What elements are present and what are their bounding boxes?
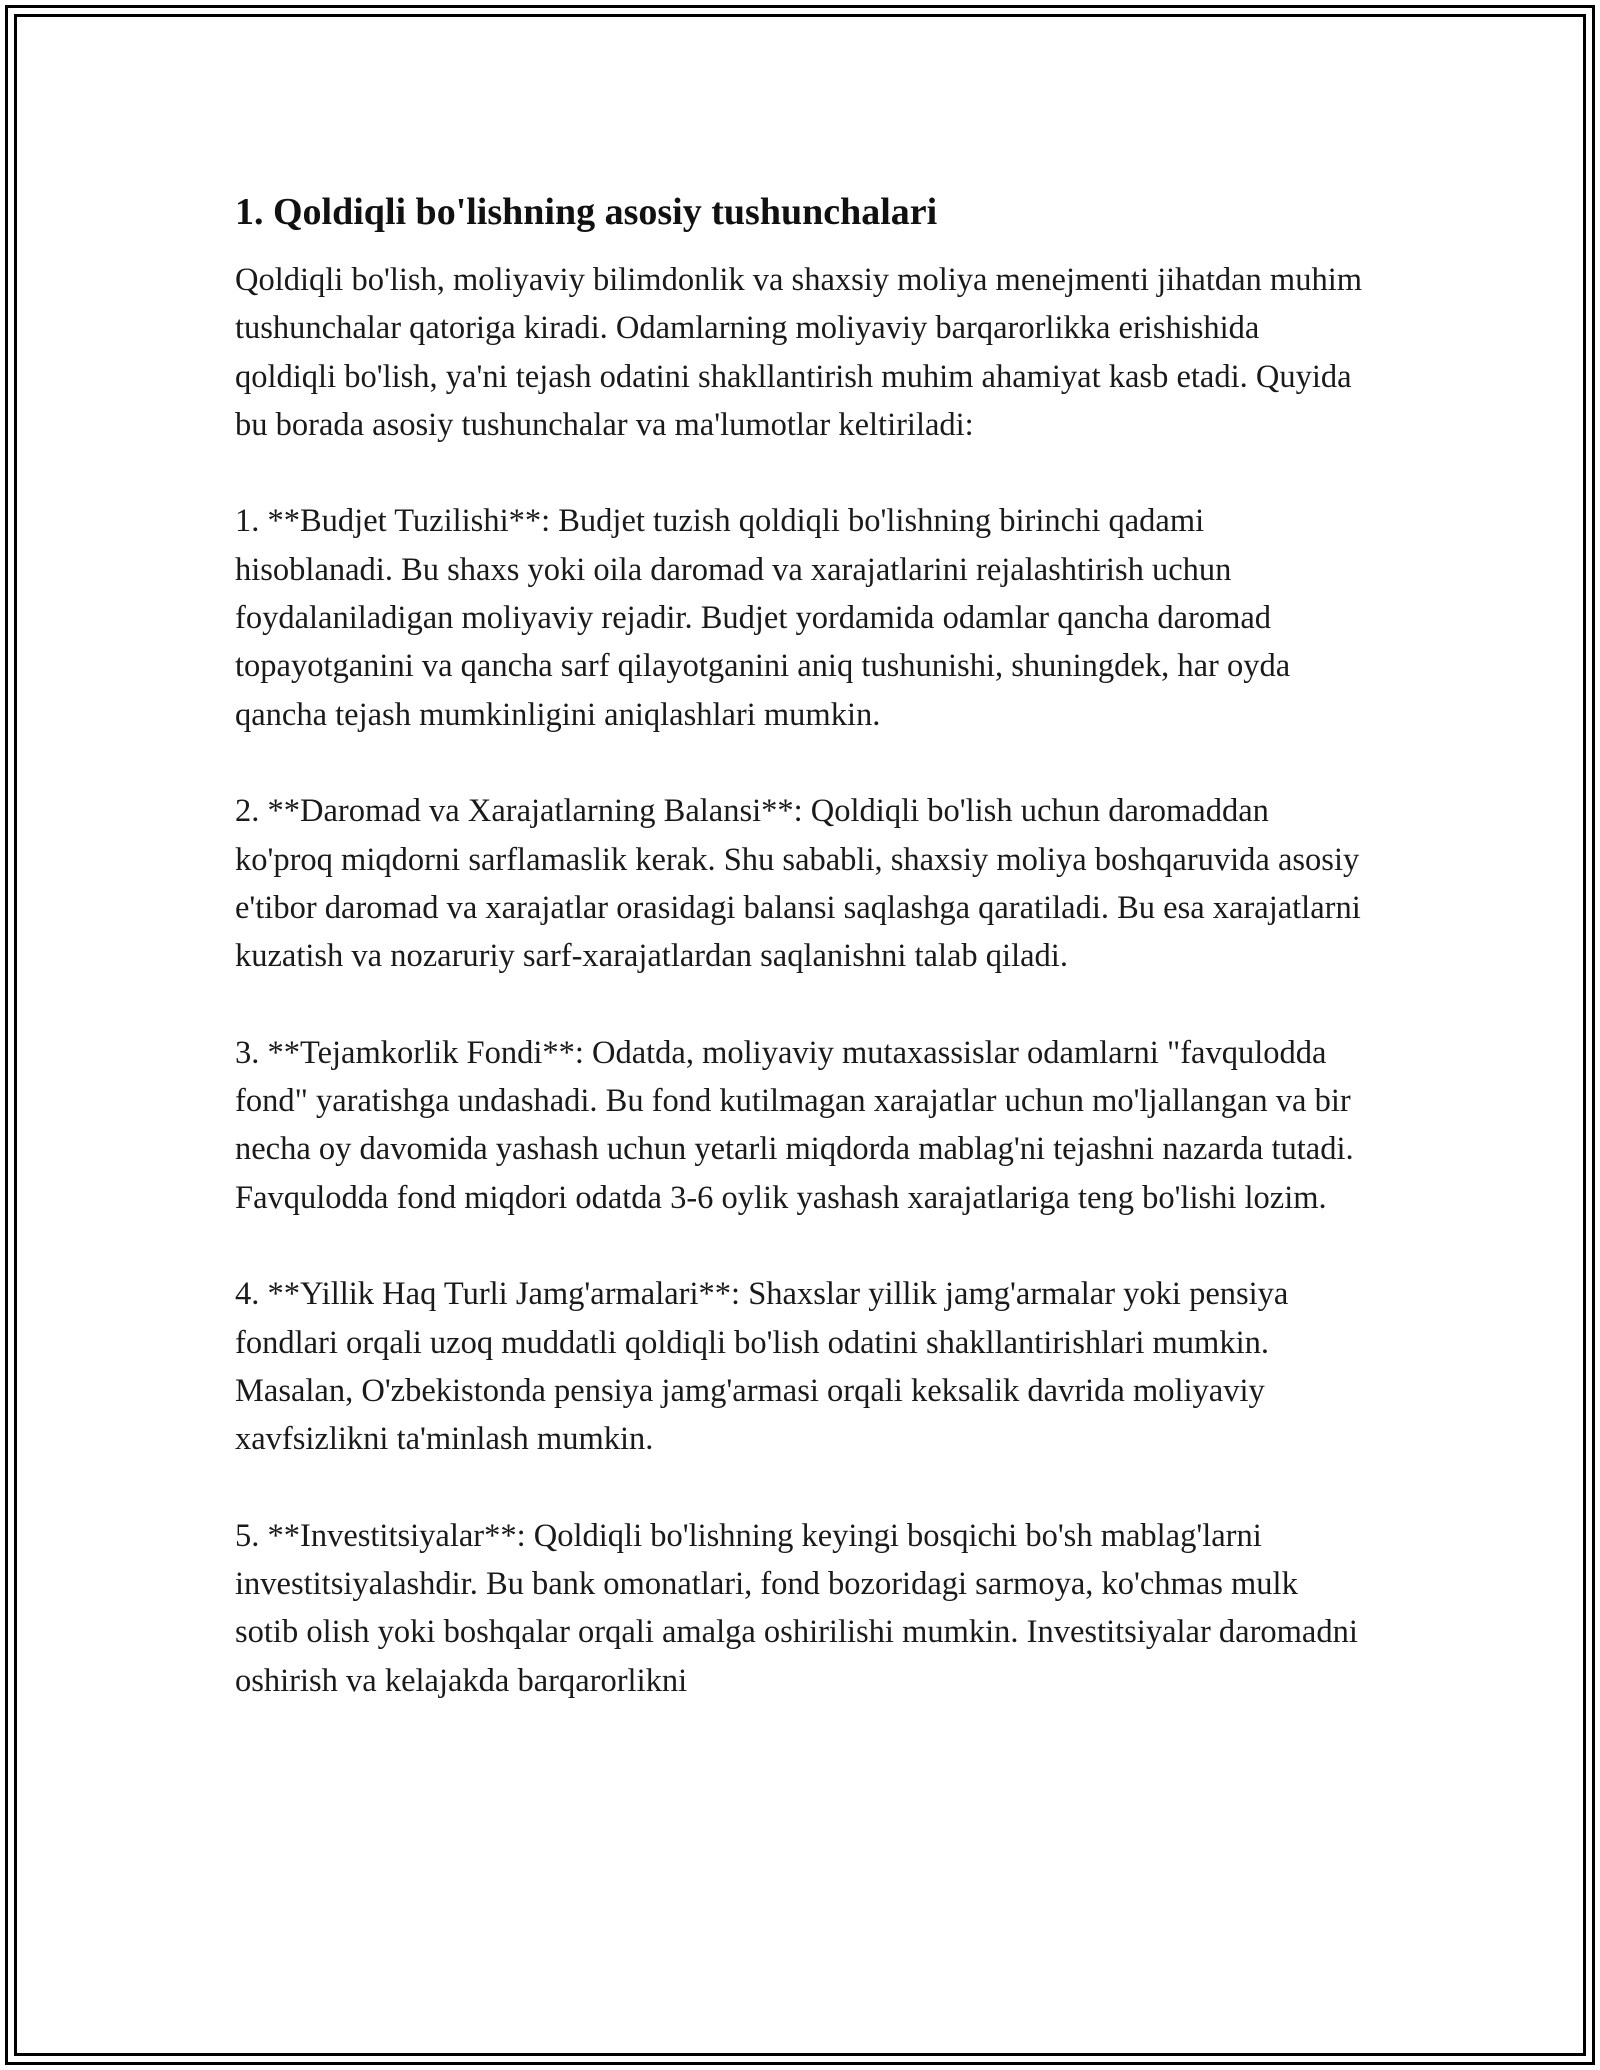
paragraph-annual-savings: 4. **Yillik Haq Turli Jamg'armalari**: Shaxslar yillik jamg'armalar yoki pensiya fondlari orqali uzoq muddatli qoldiqli bo'lish odatini shakllantirishlari mumkin. Masalan, O'zbekistonda pensiya jamg'armasi orqali keksalik davrida moliyaviy xavfsizlikni ta'minlash mumkin.	[235, 1276, 1289, 1458]
paragraph-income-expense-balance: 2. **Daromad va Xarajatlarning Balansi**: Qoldiqli bo'lish uchun daromaddan ko'proq miqdorni sarflamaslik kerak. Shu sababli, shaxsiy moliya boshqaruvida asosiy e'tibor daromad va xarajatlar orasidagi balansi saqlashga qaratiladi. Bu esa xarajatlarni kuzatish va nozaruriy sarf-xarajatlardan saqlanishni talab qiladi.	[235, 793, 1361, 975]
intro-paragraph: Qoldiqli bo'lish, moliyaviy bilimdonlik va shaxsiy moliya menejmenti jihatdan muhim tushunchalar qatoriga kiradi. Odamlarning moliyaviy barqarorlikka erishishida qoldiqli bo'lish, ya'ni tejash odatini shakllantirish muhim ahamiyat kasb etadi. Quyida bu borada asosiy tushunchalar va ma'lumotlar keltiriladi:	[235, 262, 1363, 443]
document-body	[235, 186, 1365, 1705]
paragraph-budget: 1. **Budjet Tuzilishi**: Budjet tuzish qoldiqli bo'lishning birinchi qadami hisoblanadi. Bu shaxs yoki oila daromad va xarajatlarini rejalashtirish uchun foydalaniladigan moliyaviy rejadir. Budjet yordamida odamlar qancha daromad topayotganini va qancha sarf qilayotganini aniq tushunishi, shuningdek, har oyda qancha tejash mumkinligini aniqlashlari mumkin.	[235, 503, 1291, 733]
paragraph-emergency-fund: 3. **Tejamkorlik Fondi**: Odatda, moliyaviy mutaxassislar odamlarni "favqulodda fond" yaratishga undashadi. Bu fond kutilmagan xarajatlar uchun mo'ljallangan va bir necha oy davomida yashash uchun yetarli miqdorda mablag'ni tejashni nazarda tutadi. Favqulodda fond miqdori odatda 3-6 oylik yashash xarajatlariga teng bo'lishi lozim.	[235, 1034, 1354, 1216]
paragraph-investments: 5. **Investitsiyalar**: Qoldiqli bo'lishning keyingi bosqichi bo'sh mablag'larni investitsiyalashdir. Bu bank omonatlari, fond bozoridagi sarmoya, ko'chmas mulk sotib olish yoki boshqalar orqali amalga oshirilishi mumkin. Investitsiyalar daromadni oshirish va kelajakda barqarorlikni	[235, 1517, 1358, 1699]
section-title: 1. Qoldiqli bo'lishning asosiy tushunchalari	[235, 191, 938, 233]
